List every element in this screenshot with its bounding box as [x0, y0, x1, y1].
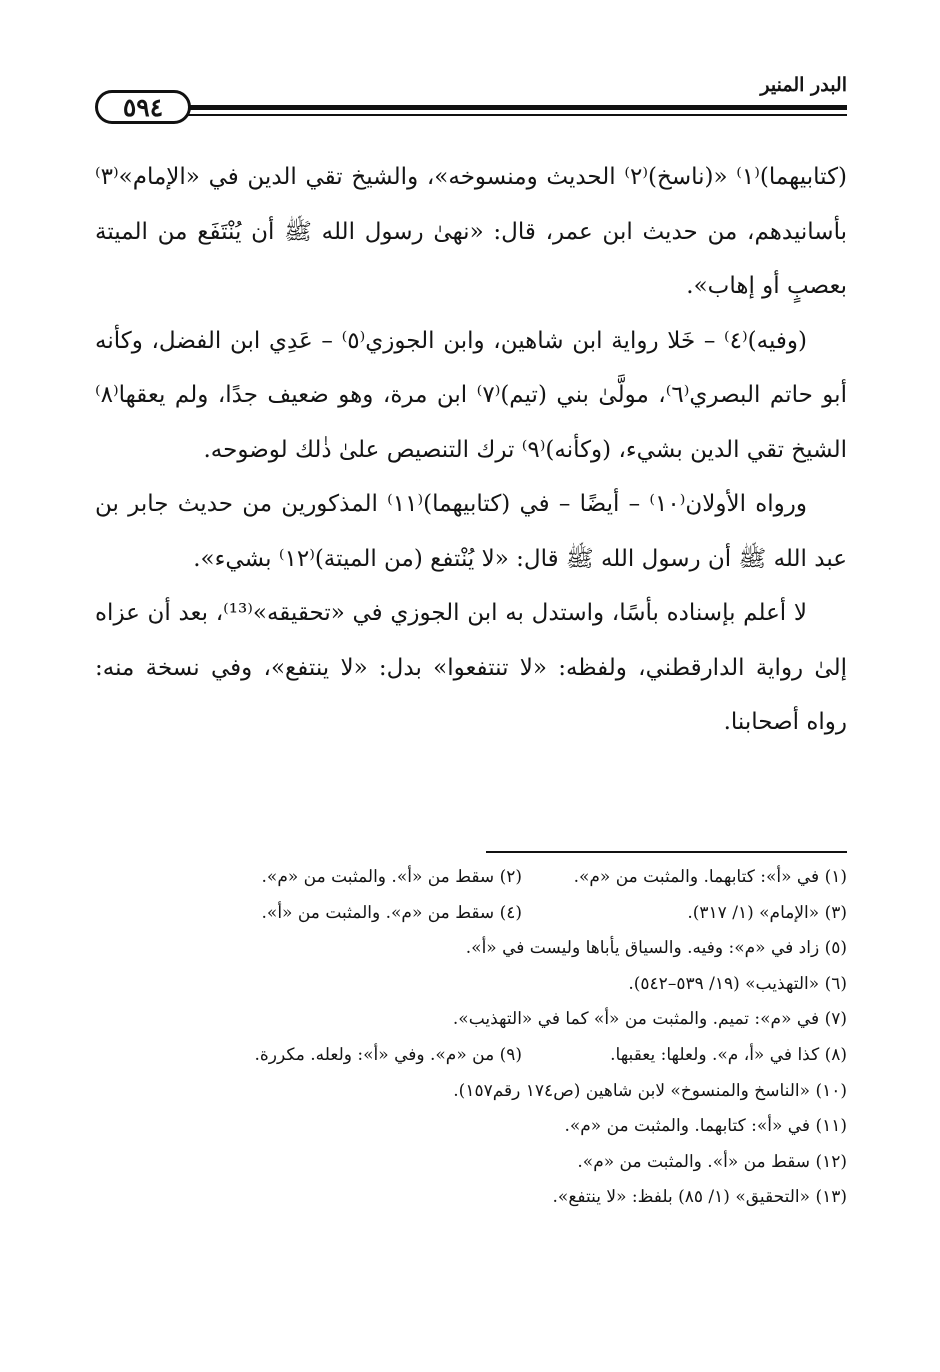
footnote-row [95, 1038, 847, 1074]
footnote-3: (٣) «الإمام» (١/ ٣١٧). [687, 902, 847, 923]
paragraph-3: ورواه الأولان⁽١٠⁾ – أيضًا – في (كتابيهما)⁽١١⁾ المذكورين من حديث جابر بن عبد الله ﷺ أن رسول الله ﷺ قال: «لا يُنْتفع (من الميتة)⁽١٢⁾ بشيء». [95, 491, 847, 572]
paragraph-4: لا أعلم بإسناده بأسًا، واستدل به ابن الجوزي في «تحقيقه»⁽¹³⁾، بعد أن عزاه إلىٰ رواية الدارقطني، ولفظه: «لا تنتفعوا» بدل: «لا ينتفع»، وفي نسخة منه: رواه أصحابنا. [95, 600, 847, 735]
footnotes [95, 860, 847, 1216]
footnote-13: (١٣) «التحقيق» (١/ ٨٥) بلفظ: «لا ينتفع». [552, 1187, 847, 1208]
page-number: ٥٩٤ [95, 90, 191, 124]
header-rule-thick [185, 105, 847, 110]
footnote-8: (٨) كذا في «أ، م». ولعلها: يعقبها. [610, 1044, 847, 1065]
main-text [95, 150, 847, 750]
footnote-11: (١١) في «أ»: كتابهما. والمثبت من «م». [564, 1116, 847, 1137]
footnote-1: (١) في «أ»: كتابهما. والمثبت من «م». [573, 867, 847, 887]
footnote-separator [486, 851, 847, 853]
footnote-9: (٩) من «م». وفي «أ»: ولعله. مكررة. [254, 1044, 522, 1065]
footnote-6: (٦) «التهذيب» (١٩/ ٥٣٩–٥٤٢). [628, 973, 847, 994]
footnote-5: (٥) زاد في «م»: وفيه. والسياق يأباها وليست في «أ». [465, 938, 847, 959]
footnote-12: (١٢) سقط من «أ». والمثبت من «م». [577, 1151, 847, 1172]
footnote-10: (١٠) «الناسخ والمنسوخ» لابن شاهين (ص١٧٤ رقم١٥٧). [453, 1080, 847, 1101]
paragraph-2: (وفيه)⁽٤⁾ – خَلا رواية ابن شاهين، وابن الجوزي⁽٥⁾ – عَدِي ابن الفضل، وكأنه أبو حاتم البصري⁽٦⁾، مولَّىٰ بني (تيم)⁽٧⁾ ابن مرة، وهو ضعيف جدًا، ولم يعقها⁽٨⁾ الشيخ تقي الدين بشيء، (وكأنه)⁽٩⁾ ترك التنصيص علىٰ ذٰلك لوضوحه. [95, 327, 847, 463]
footnote-2: (٢) سقط من «أ». والمثبت من «م». [261, 867, 522, 887]
paragraph-1: (كتابيهما)⁽١⁾ «(ناسخ)⁽٢⁾ الحديث ومنسوخه»، والشيخ تقي الدين في «الإمام»⁽٣⁾ بأسانيدهم، من حديث ابن عمر، قال: «نهىٰ رسول الله ﷺ أن يُنْتَفَع من الميتة بعصبٍ أو إهاب». [95, 164, 847, 299]
footnote-row [95, 860, 847, 896]
book-title: البدر المنير [754, 74, 847, 96]
page-header [95, 74, 847, 130]
footnote-row [95, 896, 847, 932]
footnote-7: (٧) في «م»: تميم. والمثبت من «أ» كما في «التهذيب». [452, 1009, 847, 1030]
header-rule-thin [185, 114, 847, 116]
footnote-4: (٤) سقط من «م». والمثبت من «أ». [261, 902, 522, 923]
